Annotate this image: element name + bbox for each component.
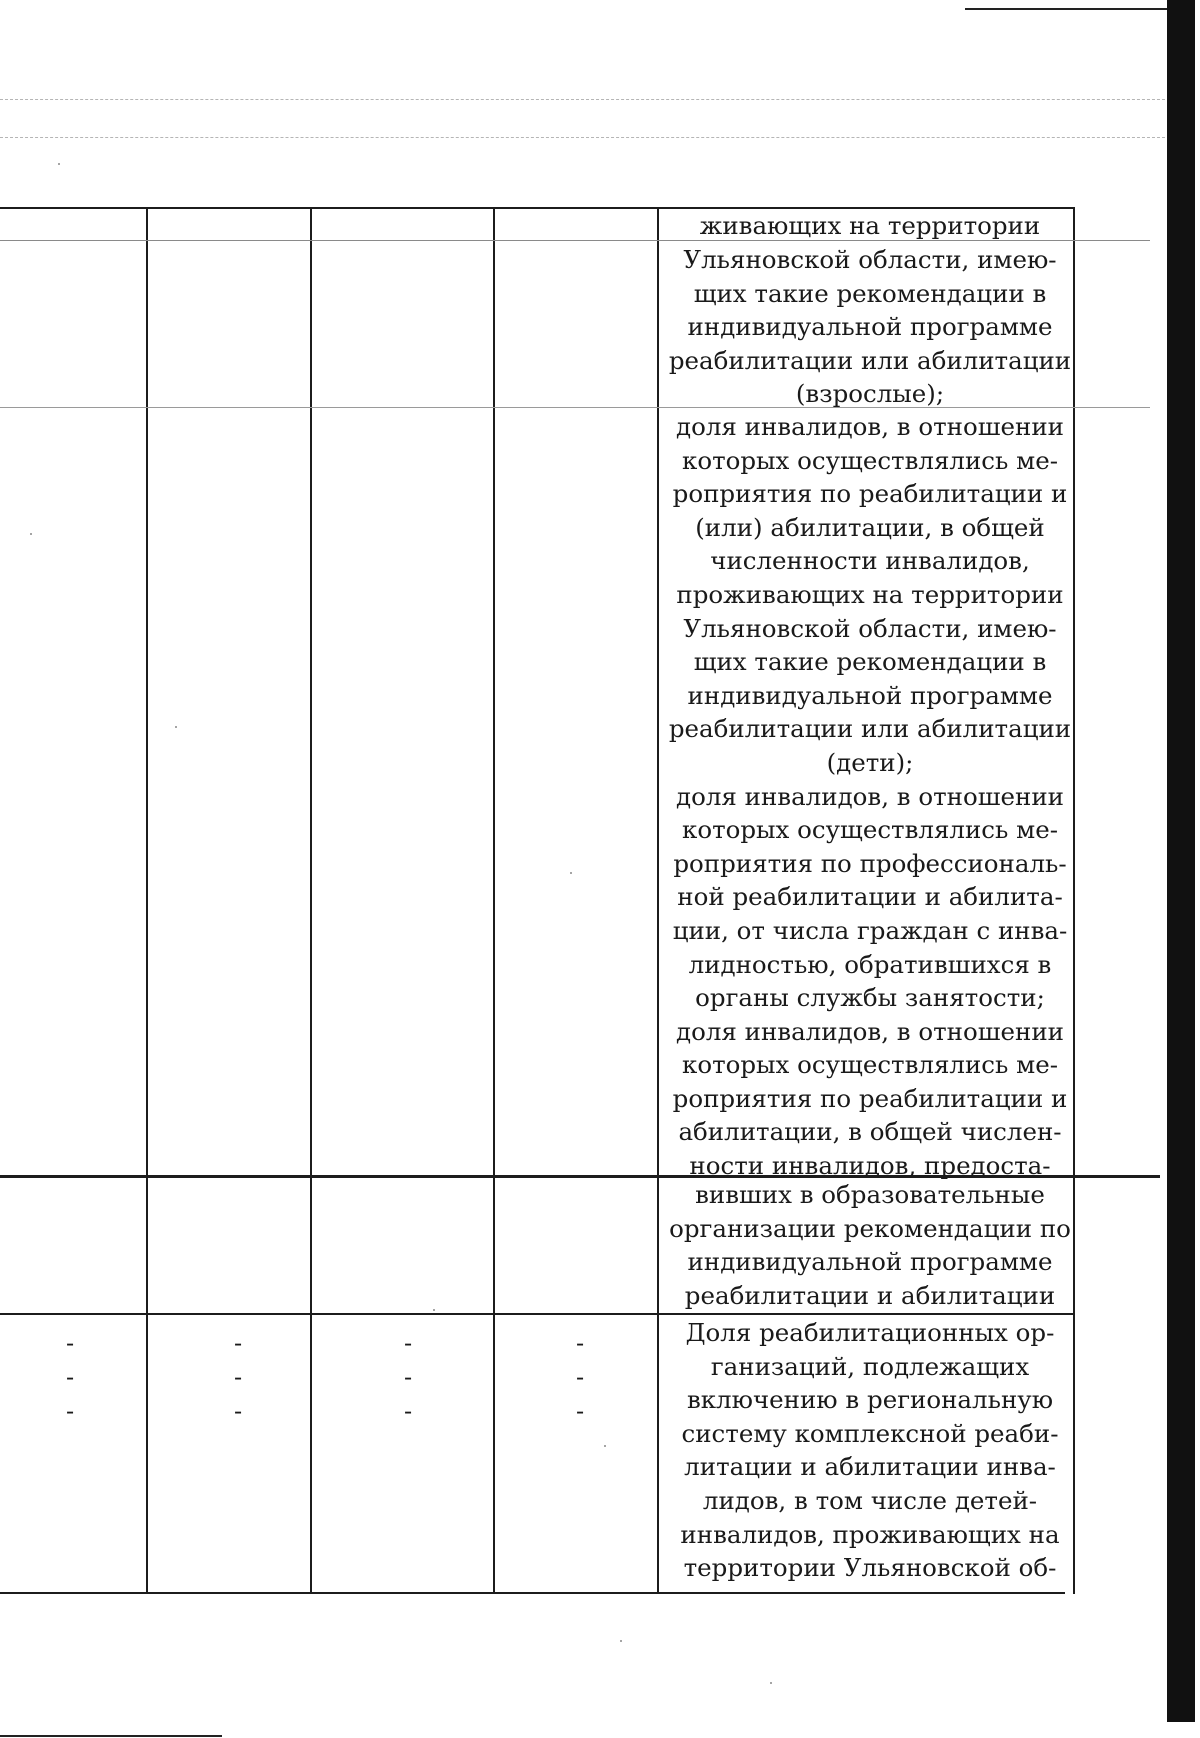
empty-cell-dash: - xyxy=(575,1329,585,1357)
text-line: ности инвалидов, предоста- xyxy=(689,1151,1051,1181)
text-line: инвалидов, проживающих на xyxy=(680,1519,1060,1549)
text-line: реабилитации или абилитации xyxy=(668,714,1072,744)
text-line: доля инвалидов, в отношении xyxy=(675,412,1065,441)
text-line: щих такие рекомендации в xyxy=(693,647,1047,677)
empty-cell-dash: - xyxy=(403,1363,413,1391)
indicator-text-segment xyxy=(665,410,1075,1183)
text-line: абилитации, в общей числен- xyxy=(678,1117,1062,1147)
text-line: доля инвалидов, в отношении xyxy=(675,1016,1065,1046)
column-border xyxy=(657,207,659,1594)
text-line: ции, от числа граждан с инва- xyxy=(672,915,1068,945)
text-line: (дети); xyxy=(826,747,914,777)
indicator-text-segment xyxy=(665,1178,1075,1312)
text-line: систему комплексной реаби- xyxy=(681,1418,1059,1448)
text-line: реабилитации и абилитации xyxy=(684,1280,1056,1310)
empty-cell-dash: - xyxy=(65,1397,75,1425)
text-line: проживающих на территории xyxy=(676,579,1064,609)
text-line: литации и абилитации инва- xyxy=(684,1452,1056,1482)
text-line: вивших в образовательные xyxy=(695,1180,1045,1209)
column-border xyxy=(310,207,312,1594)
text-line: включению в региональную xyxy=(686,1385,1054,1415)
text-line: территории Ульяновской об- xyxy=(683,1553,1057,1583)
scan-edge-shadow xyxy=(1167,0,1195,1722)
indicator-text-segment xyxy=(665,243,1075,411)
text-line: лидностью, обратившихся в xyxy=(688,949,1052,979)
row-border-bottom xyxy=(0,1592,1065,1594)
text-line: реабилитации или абилитации xyxy=(668,345,1072,375)
text-line: лидов, в том числе детей- xyxy=(702,1485,1038,1515)
indicator-text-segment xyxy=(665,1316,1075,1585)
scan-edge-line-top xyxy=(965,8,1185,10)
text-line: доля инвалидов, в отношении xyxy=(675,781,1065,811)
column-border xyxy=(493,207,495,1594)
text-line: (или) абилитации, в общей xyxy=(695,512,1045,542)
text-line: щих такие рекомендации в xyxy=(693,278,1047,308)
empty-cell-dash: - xyxy=(233,1363,243,1391)
text-line: индивидуальной программе xyxy=(687,312,1053,342)
row-border xyxy=(0,1313,1075,1315)
text-line: индивидуальной программе xyxy=(687,680,1053,710)
text-line: численности инвалидов, xyxy=(710,546,1030,576)
empty-cell-dash: - xyxy=(65,1329,75,1357)
text-line: роприятия по реабилитации и xyxy=(672,479,1068,509)
empty-cell-dash: - xyxy=(575,1397,585,1425)
text-line: роприятия по реабилитации и xyxy=(672,1083,1068,1113)
text-line: которых осуществлялись ме- xyxy=(682,445,1058,475)
text-line: (взрослые); xyxy=(795,379,945,409)
text-line: роприятия по профессиональ- xyxy=(673,848,1067,878)
text-line: Доля реабилитационных ор- xyxy=(685,1318,1055,1347)
text-line: которых осуществлялись ме- xyxy=(682,1050,1058,1080)
text-line: живающих на территории xyxy=(699,211,1041,240)
scan-edge-line-bottom xyxy=(0,1735,222,1737)
text-line: органы службы занятости; xyxy=(695,983,1045,1013)
text-line: Ульяновской области, имею- xyxy=(683,613,1057,643)
empty-cell-dash: - xyxy=(65,1363,75,1391)
empty-cell-dash: - xyxy=(575,1363,585,1391)
empty-cell-dash: - xyxy=(233,1397,243,1425)
empty-cell-dash: - xyxy=(233,1329,243,1357)
text-line: которых осуществлялись ме- xyxy=(682,815,1058,845)
faint-rule xyxy=(0,137,1165,138)
faint-rule xyxy=(0,99,1165,100)
text-line: организации рекомендации по xyxy=(669,1213,1071,1243)
text-line: Ульяновской области, имею- xyxy=(683,245,1057,274)
column-border xyxy=(146,207,148,1594)
text-line: ганизаций, подлежащих xyxy=(710,1351,1030,1381)
empty-cell-dash: - xyxy=(403,1329,413,1357)
document-table xyxy=(0,207,1078,1594)
text-line: ной реабилитации и абилита- xyxy=(677,882,1063,912)
indicator-text-segment xyxy=(665,209,1075,243)
empty-cell-dash: - xyxy=(403,1397,413,1425)
text-line: индивидуальной программе xyxy=(687,1247,1053,1277)
